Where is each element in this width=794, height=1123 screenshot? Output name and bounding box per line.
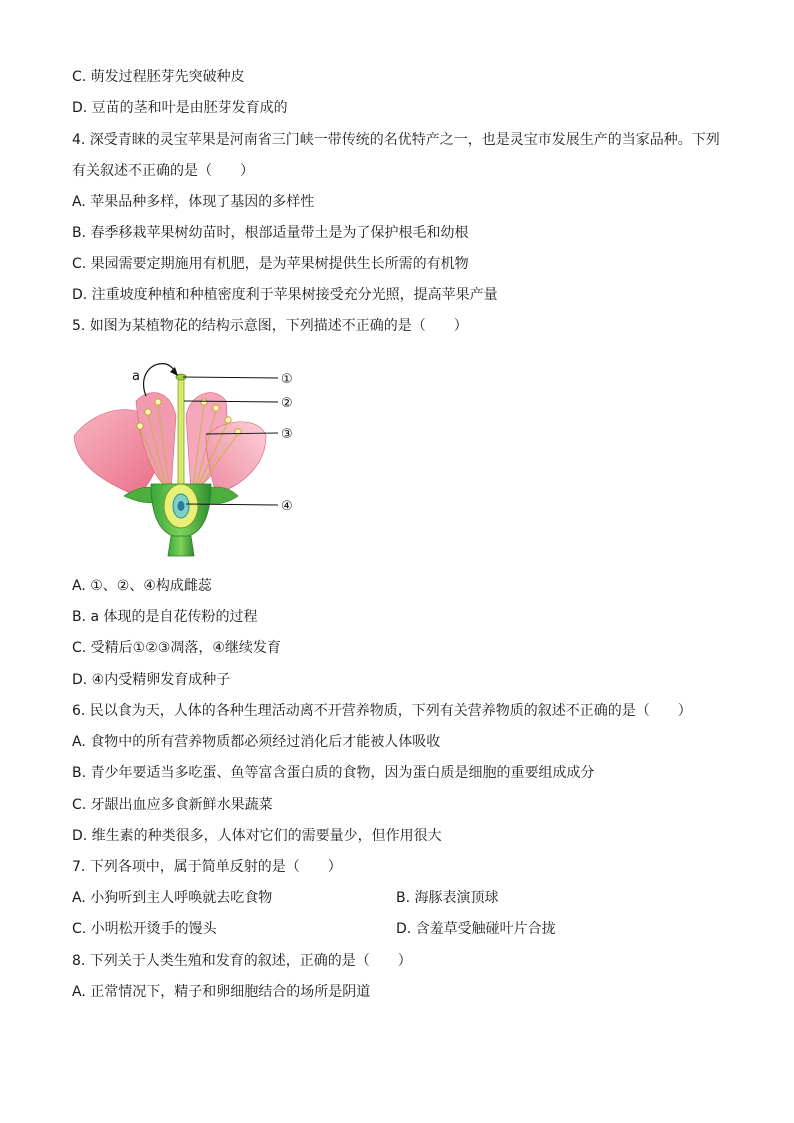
q4-stem-line1: 4. 深受青睐的灵宝苹果是河南省三门峡一带传统的名优特产之一，也是灵宝市发展生产的当家品种。下列 bbox=[72, 132, 720, 148]
q6-option-c: C. 牙龈出血应多食新鲜水果蔬菜 bbox=[72, 797, 273, 813]
pollination-arrow bbox=[144, 364, 176, 396]
q4-option-b: B. 春季移栽苹果树幼苗时，根部适量带土是为了保护根毛和幼根 bbox=[72, 225, 469, 241]
q5-option-a: A. ①、②、④构成雌蕊 bbox=[72, 578, 212, 594]
q7-stem: 7. 下列各项中，属于简单反射的是（ ） bbox=[72, 859, 342, 875]
q5-option-c: C. 受精后①②③凋落，④继续发育 bbox=[72, 640, 281, 656]
q3-option-d: D. 豆苗的茎和叶是由胚芽发育成的 bbox=[72, 100, 288, 116]
q5-option-d: D. ④内受精卵发育成种子 bbox=[72, 672, 231, 688]
q7-option-c: C. 小明松开烫手的馒头 bbox=[72, 921, 217, 937]
flower-stalk bbox=[168, 536, 194, 556]
q6-option-b: B. 青少年要适当多吃蛋、鱼等富含蛋白质的食物，因为蛋白质是细胞的重要组成成分 bbox=[72, 765, 595, 781]
q7-option-a: A. 小狗听到主人呼唤就去吃食物 bbox=[72, 890, 273, 906]
q4-option-d: D. 注重坡度种植和种植密度利于苹果树接受充分光照，提高苹果产量 bbox=[72, 287, 498, 303]
q5-stem: 5. 如图为某植物花的结构示意图，下列描述不正确的是（ ） bbox=[72, 318, 468, 334]
q6-stem: 6. 民以食为天，人体的各种生理活动离不开营养物质，下列有关营养物质的叙述不正确的是（ ） bbox=[72, 703, 692, 719]
label-4: ④ bbox=[281, 499, 293, 514]
q5-option-b: B. a 体现的是自花传粉的过程 bbox=[72, 609, 258, 625]
label-1: ① bbox=[281, 372, 293, 387]
q8-option-a: A. 正常情况下，精子和卵细胞结合的场所是阴道 bbox=[72, 984, 371, 1000]
label-a: a bbox=[132, 369, 140, 384]
q4-option-c: C. 果园需要定期施用有机肥，是为苹果树提供生长所需的有机物 bbox=[72, 256, 469, 272]
q7-option-b: B. 海豚表演顶球 bbox=[396, 890, 499, 906]
q4-option-a: A. 苹果品种多样，体现了基因的多样性 bbox=[72, 194, 315, 210]
flower-structure-diagram bbox=[66, 356, 316, 561]
label-3: ③ bbox=[281, 427, 293, 442]
q6-option-d: D. 维生素的种类很多，人体对它们的需要量少，但作用很大 bbox=[72, 828, 442, 844]
q6-option-a: A. 食物中的所有营养物质都必须经过消化后才能被人体吸收 bbox=[72, 734, 441, 750]
style bbox=[178, 378, 184, 486]
label-2: ② bbox=[281, 396, 293, 411]
q8-stem: 8. 下列关于人类生殖和发育的叙述，正确的是（ ） bbox=[72, 953, 412, 969]
q3-option-c: C. 萌发过程胚芽先突破种皮 bbox=[72, 69, 245, 85]
q4-stem-line2: 有关叙述不正确的是（ ） bbox=[72, 163, 254, 179]
q7-option-d: D. 含羞草受触碰叶片合拢 bbox=[396, 921, 556, 937]
